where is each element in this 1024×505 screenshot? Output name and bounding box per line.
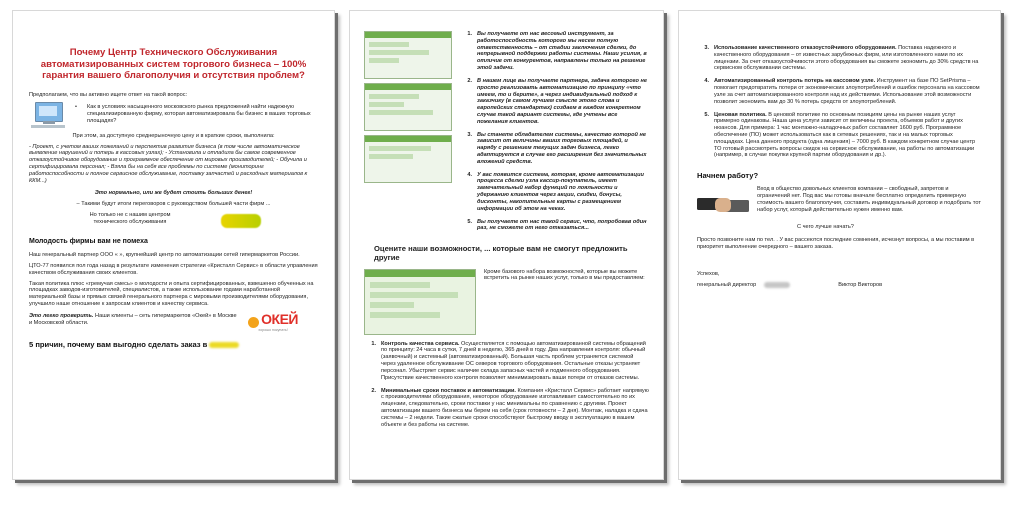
software-screenshots: [364, 31, 452, 238]
call-text: Просто позвоните нам по тел. . У вас рассеются последние сомнения, исчезнут вопросы, а мы поставим в приоритет выполнение очередного – вашего заказа.: [697, 237, 975, 251]
capability-item: 1. Контроль качества сервиса. Осуществляется с помощью автоматизированной системы обращений по принципу: 24 часа в сутки, 7 дней в неделю, 365 дней в году. Два направления контроля: обычный (заявочный) и системный (автоматизированный). Большая часть проблем устраняется системой через удаленное обслуживание ОС северов торгового оборудования. Остальные отказы устраняет персонал. Убыстряет сервис наличие склада запасных частей и подменного оборудования. Присутствие качественного контроля позволяет минимизировать ваши потери от отказов системы.: [371, 340, 646, 381]
page-title: Почему Центр Технического Обслуживания автоматизированных систем торгового бизнеса – 100% гарантия вашего благополучия и отсутствия проблем?: [40, 47, 307, 81]
benefit-item: 4. У вас появится система, которая, кроме автоматизации процесса сделки узла кассир-покупатель, имеет замечательный набор функций по лояльности и удержанию клиентов через акции, скидки, бонусы, дисконты, накопительные карты с размещением информации об этом на чеках.: [467, 171, 644, 212]
easy-check-text: Это легко проверить.: [29, 313, 94, 320]
young-heading: Молодость фирмы вам не помеха: [29, 237, 148, 245]
base-set-text: Кроме базового набора возможностей, которые вы можете встретить на рынке наших услуг, только в мы предоставляем:: [484, 268, 645, 282]
young-paragraph-2: ЦТО-77 появился пол года назад в результате изменения стратегии «Кристалл Сервис» в области управления качеством обслуживания своих клиентов.: [29, 263, 318, 276]
young-paragraph-1: Наш генеральный партнер ООО « », крупнейший центр по автоматизации сетей гипермаркетов России.: [29, 252, 300, 259]
company-name-blurred: [209, 342, 239, 348]
director-name: Виктор Викторов: [838, 281, 883, 288]
capability-item: 2. Минимальные сроки поставок и автоматизации. Компания «Кристалл Сервис» работает напрямую с производителями оборудования, некоторое оборудование изготавливает самостоятельно по их лицензии, следовательно, сроки поставки у нас минимальны по сравнению с другими. Проект автоматизации вашего бизнеса мы берем на себя (срок готовности – 2 дня). Монтаж, наладка и сдача системы – 2 недели. Такие сжатые сроки способствуют быстрому вводу в эксплуатацию в вашем объекте и без работы на системе.: [371, 387, 649, 428]
okey-logo: [248, 312, 298, 332]
intro-text: Предполагаем, что вы активно ищете ответ на такой вопрос:: [29, 91, 188, 98]
document-page-1: [12, 10, 335, 480]
bullet-icon: •: [75, 104, 77, 111]
director-label: генеральный директор: [697, 281, 757, 288]
start-question: Начнем работу?: [697, 171, 759, 181]
five-reasons-heading: 5 причин, почему вам выгодно сделать заказ в: [29, 340, 208, 350]
document-page-3: [678, 10, 1001, 480]
capability-item: 4. Автоматизированный контроль потерь на кассовом узле. Инструмент на базе ПО SetPrisma – помогает предотвратить потери от экономических злоупотреблений и ошибок персонала на кассовом узле за счет автоматизированного контроля над их действиями. Использование этой возможности позволит экономить вам до 30 % потерь средств от злоупотреблений.: [704, 78, 980, 105]
clients-text: Наши клиенты – сеть гипермаркетов «Окей» в Москве и Московской области.: [29, 313, 237, 327]
benefit-item: 1. Вы получаете от нас весомый инструмент, за работоспособность которого мы несем полную ответственность – от стадии заключения сделки, до непрерывной поддержки работы системы. Наши усилия, в отличие от конкурентов, направлены только на решение этой задачи.: [467, 31, 647, 72]
capabilities-heading: Оцените наши возможности, ... которые вам не смогут предложить другие: [374, 244, 628, 263]
document-page-2: [349, 10, 664, 480]
okey-logo-text: ОКЕЙ: [261, 310, 298, 327]
capability-item: 3. Использование качественного отказоустойчивого оборудования. Поставка надежного и качественного оборудования – от известных зарубежных фирм, или изготовленного нами по их лицензии. За счет отказоустойчивости этого оборудования вы сможете экономить до 30% средств на сервисном обслуживании системы.: [704, 45, 979, 72]
okey-sun-icon: [248, 317, 259, 328]
only-with-text: Но только не с нашим центром технического обслуживания: [89, 212, 171, 225]
okey-slogan: хорошо покупать!: [258, 327, 288, 332]
where-start: С чего лучше начать?: [797, 224, 854, 231]
talks-line: – Такими будут итоги переговоров с руководством большей части фирм ...: [76, 201, 271, 208]
regards-text: Успехов,: [697, 270, 720, 277]
company-logo-blurred: [221, 214, 261, 228]
computer-illustration: [29, 102, 67, 128]
young-paragraph-3: Такая политика плюс «гремучая смесь» о молодости и опыта сертифицированных, взвешенно обученных на площадках заводов-изготовителей, специалистов, а также использование годами наработанной материальной базы и прямых связей генерального партнера с мировыми производителями оборудования, улучшило наше отношение к запросам клиентов и качеству сервиса.: [29, 280, 314, 308]
capability-item: 5. Ценовая политика. В ценовой политике по основным позициям цены на рынке наших услуг примерно одинаковы. Наша цена услуги зависит от величины проекта, объемов работ и других нюансов. Для примера: 1 час монтажно-наладочных работ составляет 1600 руб. Программное обеспечение (ПО) может использоваться как в сетевых решениях, так и на малых торговых площадках. Цена данного продукта (одна лицензия) – 7000 руб. В каждом конкретном случае центр ТО готовый рассмотреть вопросы скидок на сервисное обслуживание, на работы по автоматизации (например, в случае покупки крупной партии оборудования и др.).: [704, 111, 976, 159]
benefit-item: 2. В нашем лице вы получаете партнера, задача которого не просто реализовать автоматизацию по принципу «что имеем, то и берите», а через индивидуальный подход к заказчику (в самом лучшем смысле этого слова и европейских стандартах) создаем в каждом конкретном случае такой вариант системы, где учтены все пожелания клиентов.: [467, 77, 647, 125]
signature-blurred: [764, 282, 790, 288]
benefit-item: 5. Вы получаете от нас такой сервис, что, попробовав один раз, не сможете от него отказаться...: [467, 218, 647, 232]
question-text: Как в условиях насыщенного московского рынка предложений найти надежную специализированную фирму, которая автоматизировала бы бизнес в ваших торговых площадях?: [87, 104, 311, 124]
start-text: Вход в общество довольных клиентов компании – свободный, запретов и ограничений нет. Под вас мы готовы вначале бесплатно определить примерную стоимость вашего благополучия, составить индивидуальный договор и подобрать тот набор услуг, который действительно нужен именно вам.: [757, 186, 981, 213]
benefit-item: 3. Вы станете обладателем системы, качество которой не зависит от величины ваших торговых площадей, и наряду с решением текущих задач бизнеса, легко адаптируется в случае его расширения без значительных вложений средств.: [467, 131, 647, 165]
software-screenshot-large: [364, 269, 476, 335]
answer-intro: При этом, за доступную среднерыночную цену и в краткие сроки, выполнила:: [72, 132, 275, 139]
handshake-illustration: [697, 186, 749, 220]
requirements-list: - Проект, с учетом ваших пожеланий и перспектив развития бизнеса (в том числе автоматическое выявление нарушений и потерь в кассовых узлах); - Установила и отладила бы самое современное отказоустойчивое оборудование и программное обеспечение от мировых производителей; - Обучила и сертифицировала персонал; - Взяла бы на себя все проблемы по системе (мониторинг работоспособности и полное сервисное обслуживание, поставку запчастей и расходных материалов к ККМ...): [29, 143, 308, 184]
normal-line: Это нормально, или же будет стоить больших денег!: [94, 190, 253, 197]
